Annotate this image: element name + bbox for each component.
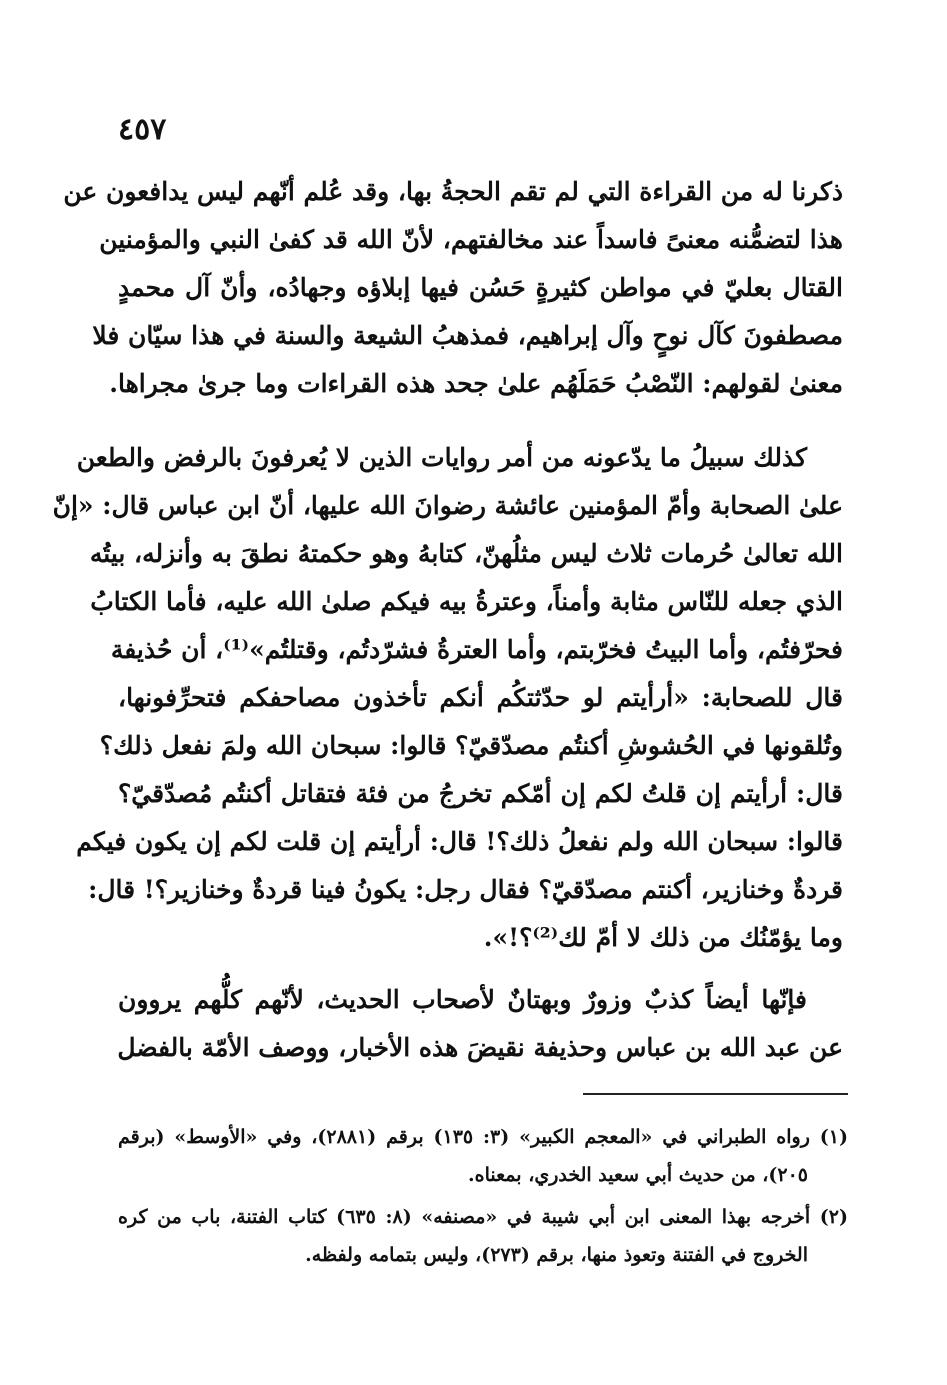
paragraph-3 <box>118 976 843 1072</box>
footnote-line: الخروج في الفتنة وتعوذ منها، برقم (٢٧٣)، وليس بتمامه ولفظه. <box>305 1244 808 1266</box>
text-line: الله تعالىٰ حُرمات ثلاث ليس مثلُهنّ، كتابهُ وهو حكمتهُ نطقَ به وأنزله، بيتُه <box>89 539 843 568</box>
text-line: معنىٰ لقولهم: النّصْبُ حَمَلَهُم علىٰ جحد هذه القراءات وما جرىٰ مجراها. <box>109 369 843 398</box>
footnote-1 <box>118 1118 848 1194</box>
paragraph-2 <box>52 434 843 962</box>
text-line: القتال بعليّ في مواطن كثيرةٍ حَسُن فيها إبلاؤه وجهادُه، وأنّ آل محمدٍ <box>118 273 843 302</box>
footnote-2 <box>118 1198 848 1274</box>
text-line: وما يؤمّنُك من ذلك لا أمّ لك⁽²⁾؟!». <box>483 923 843 952</box>
text-line: عن عبد الله بن عباس وحذيفة نقيضَ هذه الأخبار، ووصف الأمّة بالفضل <box>117 1033 843 1062</box>
text-line: وتُلقونها في الحُشوشِ أكنتُم مصدّقيّ؟ قالوا: سبحان الله ولمَ نفعل ذلك؟ <box>99 731 843 760</box>
footnote-divider <box>583 1093 848 1095</box>
text-line: كذلك سبيلُ ما يدّعونه من أمر روايات الذين لا يُعرفونَ بالرفض والطعن <box>76 443 807 472</box>
footnotes <box>118 1118 848 1278</box>
page-number: ٤٥٧ <box>118 112 167 147</box>
text-line: فحرّفتُم، وأما البيتُ فخرّبتم، وأما العترةُ فشرّدتُم، وقتلتُم»⁽¹⁾، أن حُذيفة <box>110 635 843 664</box>
footnote-line: (٢) أخرجه بهذا المعنى ابن أبي شيبة في «مصنفه» (٨: ٦٣٥) كتاب الفتنة، باب من كره <box>118 1206 848 1228</box>
text-line: قردةٌ وخنازير، أكنتم مصدّقيّ؟ فقال رجل: يكونُ فينا قردةٌ وخنازير؟! قال: <box>88 875 843 904</box>
text-line: الذي جعله للنّاس مثابة وأمناً، وعترةُ بيه فيكم صلىٰ الله عليه، فأما الكتابُ <box>90 587 843 616</box>
footnote-line: ٢٠٥)، من حديث أبي سعيد الخدري، بمعناه. <box>468 1164 808 1186</box>
paragraph-1 <box>63 168 843 408</box>
text-line: ذكرنا له من القراءة التي لم تقم الحجةُ بها، وقد عُلم أنّهم ليس يدافعون عن <box>63 177 843 206</box>
text-line: قال: أرأيتم إن قلتُ لكم إن أمّكم تخرجُ من فئة فتقاتل أكنتُم مُصدّقيّ؟ <box>118 779 843 808</box>
text-line: قالوا: سبحان الله ولم نفعلُ ذلك؟! قال: أرأيتم إن قلت لكم إن يكون فيكم <box>76 827 843 856</box>
text-line: قال للصحابة: «أرأيتم لو حدّثتكُم أنكم تأخذون مصاحفكم فتحرِّفونها، <box>118 683 843 712</box>
text-line: فإنّها أيضاً كذبٌ وزورٌ وبهتانٌ لأصحاب الحديث، لأنّهم كلُّهم يروون <box>118 985 807 1014</box>
footnote-line: (١) رواه الطبراني في «المعجم الكبير» (٣: ١٣٥) برقم (٢٨٨١)، وفي «الأوسط» (برقم <box>118 1126 848 1148</box>
text-line: هذا لتضمُّنه معنىً فاسداً عند مخالفتهم، لأنّ الله قد كفىٰ النبي والمؤمنين <box>99 225 843 254</box>
text-line: مصطفونَ كآل نوحٍ وآل إبراهيم، فمذهبُ الشيعة والسنة في هذا سيّان فلا <box>92 321 843 350</box>
text-line: علىٰ الصحابة وأمّ المؤمنين عائشة رضوانَ الله عليها، أنّ ابن عباس قال: «إنّ <box>52 491 843 520</box>
